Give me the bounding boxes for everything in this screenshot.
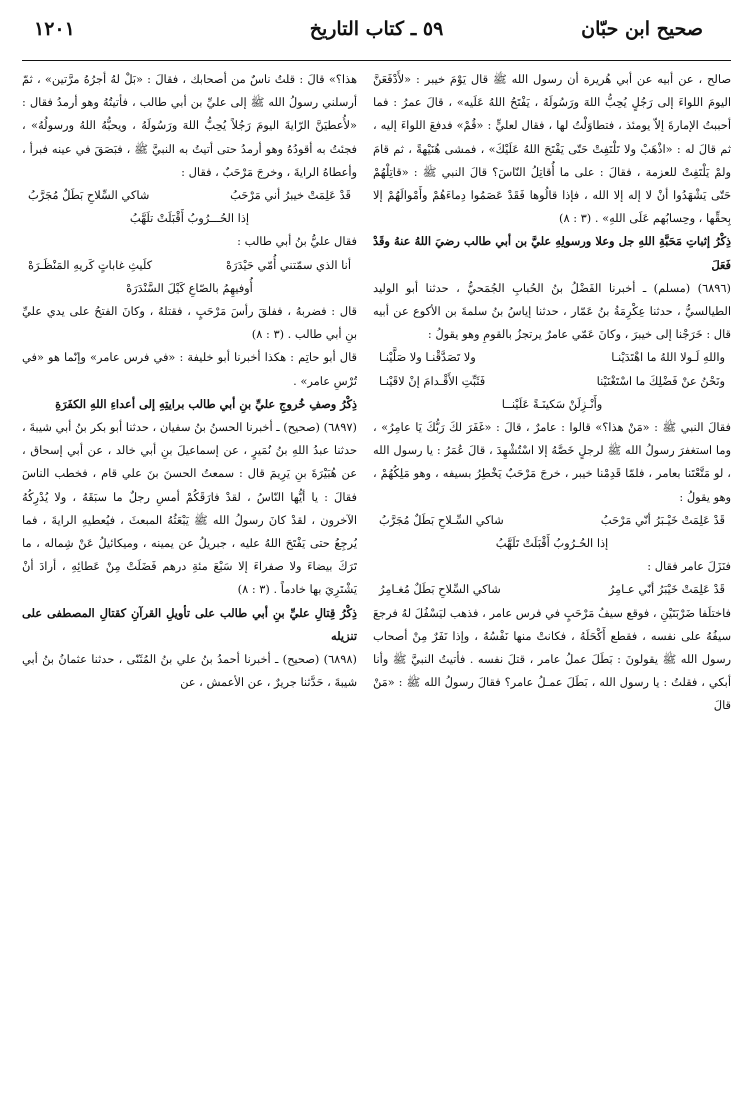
poem-verse (22, 184, 357, 207)
verse-first-hemistich: أنا الذي سمّتني أُمّي حَيْدَرَهْ (225, 257, 351, 272)
body-paragraph: قال أبو حاتِم : هكذا أخبرنا أبو خليفة : «في فرس عامر» وإنّما هو «في تُرْسِ عامر» . (22, 350, 357, 388)
poem-verse-line: إذا الحُـرُوبُ أَقْبَلَتْ تَلَهَّبُ (495, 536, 609, 551)
chapter-title: ٥٩ ـ كتاب التاريخ (309, 18, 444, 40)
right-text-column (373, 68, 731, 1098)
body-paragraph: (٦٨٩٨) (صحيح) ـ أخبرنا أحمدُ بنُ علي بنُ المُثَنّى ، حدثنا عثمانُ بنُ أبي شيبةَ ، حَدَّثنا جريرٌ ، عن الأعمش ، عن (22, 652, 357, 690)
verse-first-hemistich: قَدْ عَلِمَتْ خَيْبَرُ أنّي عـامِرُ (608, 582, 725, 597)
book-title: صحيح ابن حبّان (581, 18, 703, 40)
poem-verse-line: إذا الحُـــرُوبُ أَقْبَلَتْ تلَهَّبُ (129, 211, 250, 226)
verse-second-hemistich: شاكي السِّلاحِ بَطَلٌ مُجَرَّبُ (28, 188, 150, 203)
body-paragraph: (٦٨٩٧) (صحيح) ـ أخبرنا الحسنُ بنُ سفيان ، حدثنا أبو بكر بنُ أبي شيبةَ ، حدثنا عبدُ اللهِ بنُ نُمَيرٍ ، عن إسماعيلَ بنِ أبي خالد ، عن أبي إسحاق ، عن هُبَيْرَةَ بنِ يَرِيمَ قال : سمعتُ الحسنَ بنَ علي قام ، فخطب الناسَ فقالَ : يا أيُّها النّاسُ ، لقدْ فارَقَكُمْ أمسِ رجلٌ ما سبَقَهُ ، ولا يُدْرِكُهُ الآخرون ، لقدْ كانَ رسولُ الله ﷺ يَبْعَثُهُ المبعثَ ، فيُعطيهِ الرايةَ ، فما يُرجِعُ حتى يَفْتَحَ اللهُ عليه ، جبريلُ عن يمينه ، وميكائيلُ عَنْ شِماله ، ما تَرَكَ بيضاءَ ولا صفراءَ إلا سَبْعَ مئةِ درهم فَضَلَتْ مِنْ عَطائِهِ ، أرادَ أنْ يَشْتَرِيَ بها خادماً . (٣ : ٨) (22, 420, 357, 597)
verse-second-hemistich: فَثَبِّتِ الأَقْـدامَ إنْ لاقَيْنـا (379, 373, 486, 388)
section-heading: ذِكْرُ إثباتِ مَحَبَّةِ اللهِ جل وعلا ورسولِهِ عليَّ بن أبي طالب رضيَ اللهُ عنهُ وقَدْ فَعَلَ (373, 234, 731, 272)
verse-second-hemistich: كلَيثِ غاباتٍ كَريهِ المَنْظَـرَهْ (28, 257, 153, 272)
body-paragraph: قال : فضربهُ ، ففلقَ رأسَ مَرْحَبٍ ، فقتلهُ ، وكانَ الفتحُ على يدي عليِّ بنِ أبي طالب . (٣ : ٨) (22, 304, 357, 342)
verse-second-hemistich: شاكي السِّلاحِ بَطَلٌ مُغـامِرُ (379, 582, 501, 597)
body-paragraph: فقالَ النبي ﷺ : «مَنْ هذا؟» قالوا : عامرٌ ، قالَ : «غَفَرَ لكَ رَبُّكَ يَا عامِرُ» ، وما استغفرَ رسولُ الله ﷺ لرجلٍ خَصَّهُ إلا اسْتُشْهِدَ ، قالَ عُمَرُ : يا رسول الله ، لو مَتَّعْتَنا بعامر ، فلمّا قَدِمْنا خيبر ، خرجَ مَرْحَبٌ يَخْطِرُ بسيفه ، وهو مَلِكُهُمْ ، وهو يقولُ : (373, 420, 731, 504)
body-paragraph: فاختلَفا ضَرْبَتَيْنِ ، فوقع سيفُ مَرْحَبٍ في فرس عامر ، فذهب ليَسْفُلَ لهُ فرجعَ سيفُهُ على نفسه ، فقطع أَكْحَلَهُ ، فكانتْ منها نَفْسُهُ ، وإذا نَفَرٌ مِنْ أصحاب رسول الله ﷺ يقولونَ : بَطَلَ عملُ عامر ، قتلَ نفسه . فأتيتُ النبيَّ ﷺ وأنا أبكي ، فقلتُ : يا رسول الله ، بَطَلَ عمـلُ عامر؟ فقالَ رسولُ الله ﷺ : «مَنْ قالَ (373, 605, 731, 713)
poem-verse (373, 370, 731, 393)
poem-verse (373, 578, 731, 601)
verse-first-hemistich: واللهِ لَـولا اللهُ ما اهْتَدَيْنـا (611, 350, 725, 365)
body-paragraph: فنَزَلَ عامر فقال : (647, 559, 731, 574)
poem-verse (373, 346, 731, 369)
section-heading: ذِكْرُ قِتالِ عليِّ بنِ أبي طالب على تأويلِ القرآنِ كقتالِ المصطفى على تنزيله (22, 605, 357, 643)
verse-first-hemistich: ونَحْنُ عنْ فَضْلِكَ ما اسْتَغْنَيْنا (596, 373, 725, 388)
body-paragraph: فقال عليُّ بنُ أبي طالب : (237, 234, 357, 249)
body-paragraph: صالح ، عن أبيه عن أبي هُريرة أن رسول الله ﷺ قال يَوْمَ خيبر : «لأَدْفَعَنَّ اليومَ اللواءَ إلى رَجُلٍ يُحِبُّ اللهَ ورَسُولَهُ ، يَفْتَحُ اللهُ عَلَيه» ، قالَ عمرُ : فما أحببتُ الإمارةَ إلاّ يومئذ ، فتطاوَلْتُ لها ، فقال لعليٍّ : «قُمْ» فدفعَ اللواءَ إليه ، ثم قالَ له : «اذْهَبْ ولا تَلْتَفِتْ حَتّى يَفْتَحَ اللهُ عَلَيْكَ» ، فمشى هُنَيْهةً ، ثم قامَ ولمْ يَلْتَفِتْ للعزمة ، فقالَ : على ما أُقاتِلُ النّاسَ؟ قالَ النبي ﷺ : «قاتِلْهُمْ حَتّى يَشْهَدُوا أنْ لا إله إلا الله ، فإذا قالُوها فَقَدْ عَصَمُوا دِماءَهُمْ وأَمْوالَهُمْ إلا بِحقِّها ، وحِسابُهم عَلَى اللهِ» . (٣ : ٨) (373, 72, 731, 226)
poem-verse (373, 509, 731, 532)
verse-second-hemistich: شاكي السِّـلاحِ بَطَلٌ مُجَرَّبُ (379, 512, 504, 527)
body-paragraph: (٦٨٩٦) (مسلم) ـ أخبرنا الفَضْلُ بنُ الحُبابِ الجُمَحيُّ ، حدثنا أبو الوليد الطيالسيُّ ، حدثنا عِكْرِمَةُ بنُ عَمّار ، حدثنا إياسُ بنُ سلمةَ بن الأكوع عن أبيه قال : خَرَجْنا إلى خيبرَ ، وكانَ عَمّي عامرٌ يرتجزُ بالقومِ وهو يقولُ : (373, 280, 731, 342)
body-paragraph: هذا؟» قالَ : قلتُ ناسٌ من أصحابك ، فقالَ : «بَلْ لهُ أجرُهُ مرَّتين» ، ثمّ أرسلني رسولُ الله ﷺ إلى عليِّ بن أبي طالب ، فأتيتُهُ وهو أرمدُ فقال : «لأُعطيَنَّ الرّايةَ اليومَ رَجُلاً يُحِبُّ اللهَ ورَسُولَهُ ، ويحبُّهُ اللهُ ورسولُهُ» ، فجئتُ به أقودُهُ وهو أرمدُ حتى أتيتُ به النبيَّ ﷺ ، فبَصَقَ في عينه فبرأ ، وأعطاهُ الرايةَ ، وخرجَ مَرْحَبٌ ، فقال : (22, 72, 357, 179)
verse-first-hemistich: قَدْ عَلِمَتْ خَيْـبَرُ أنّي مَرْحَبُ (600, 512, 725, 527)
poem-verse (22, 254, 357, 277)
page-header (22, 0, 731, 61)
left-text-column (22, 68, 357, 1098)
verse-first-hemistich: قَدْ عَلِمَتْ خيبرُ أني مَرْحَبُ (230, 188, 351, 203)
poem-verse-line: أُوفيهِمُ بالصّاعِ كَيْلَ السَّنْدَرَهْ (126, 280, 253, 295)
poem-verse-line: وأَنْـزِلَنْ سَكينَـةً عَلَيْنــا (501, 396, 603, 411)
page-number: ١٢٠١ (34, 18, 75, 40)
section-heading: ذِكْرُ وصفِ خُروجِ عليِّ بنِ أبي طالب برايتِهِ إلى أعداءِ اللهِ الكفَرَةِ (55, 396, 357, 411)
verse-second-hemistich: ولا تَصَدَّقْنـا ولا صَلَّيْنـا (379, 350, 476, 365)
